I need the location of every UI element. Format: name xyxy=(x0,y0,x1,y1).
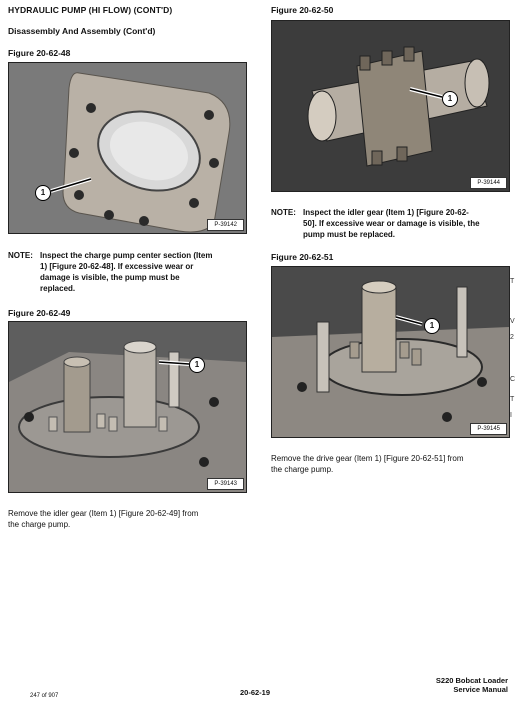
photo-code-51: P-39145 xyxy=(470,423,507,435)
remove-right-line1: Remove the drive gear (Item 1) [Figure 20-62-51] from xyxy=(271,454,464,463)
edge-mark: C xyxy=(510,376,515,383)
note-right-line1: Inspect the idler gear (Item 1) [Figure 20-62- xyxy=(303,208,469,217)
note-left-line4: replaced. xyxy=(40,284,76,293)
note-right xyxy=(271,207,508,240)
remove-left-line2: the charge pump. xyxy=(8,520,71,529)
note-left-line3: damage is visible, the pump must be xyxy=(40,273,180,282)
note-left xyxy=(8,250,244,294)
note-left-prefix: NOTE: xyxy=(8,251,33,260)
remove-idler-instruction xyxy=(8,508,246,530)
figure-label-51: Figure 20-62-51 xyxy=(271,252,334,262)
figure-label-50: Figure 20-62-50 xyxy=(271,5,334,15)
note-right-line2: 50]. If excessive wear or damage is visible, the xyxy=(303,219,480,228)
note-left-line1: Inspect the charge pump center section (Item xyxy=(40,251,213,260)
edge-mark: T xyxy=(510,396,515,403)
page-count: 247 of 907 xyxy=(30,693,59,699)
edge-mark: 2 xyxy=(510,334,514,341)
callout-50: 1 xyxy=(442,91,458,107)
section-title: HYDRAULIC PUMP (HI FLOW) (CONT'D) xyxy=(8,5,173,15)
note-right-line3: pump must be replaced. xyxy=(303,230,396,239)
photo-code-50: P-39144 xyxy=(470,177,507,189)
callout-51: 1 xyxy=(424,318,440,334)
note-right-prefix: NOTE: xyxy=(271,208,296,217)
idler-gear-closeup-image xyxy=(272,21,509,191)
remove-right-line2: the charge pump. xyxy=(271,465,334,474)
remove-drive-instruction xyxy=(271,453,509,475)
figure-photo-48 xyxy=(8,62,247,234)
figure-label-49: Figure 20-62-49 xyxy=(8,308,71,318)
edge-mark: I xyxy=(510,412,512,419)
edge-mark: V xyxy=(510,318,515,325)
edge-mark: T xyxy=(510,278,515,285)
figure-photo-51 xyxy=(271,266,510,438)
remove-left-line1: Remove the idler gear (Item 1) [Figure 20-62-49] from xyxy=(8,509,199,518)
note-left-line2: 1) [Figure 20-62-48]. If excessive wear or xyxy=(40,262,194,271)
callout-49: 1 xyxy=(189,357,205,373)
manual-line2: Service Manual xyxy=(453,685,508,694)
figure-photo-50 xyxy=(271,20,510,192)
figure-photo-49 xyxy=(8,321,247,493)
pump-center-section-image xyxy=(9,63,246,233)
idler-gear-image xyxy=(9,322,246,492)
drive-gear-image xyxy=(272,267,509,437)
page-number: 20-62-19 xyxy=(240,688,271,697)
section-subtitle: Disassembly And Assembly (Cont'd) xyxy=(8,26,156,36)
callout-48: 1 xyxy=(35,185,51,201)
manual-title xyxy=(420,676,508,694)
figure-label-48: Figure 20-62-48 xyxy=(8,48,71,58)
manual-line1: S220 Bobcat Loader xyxy=(435,676,508,685)
photo-code-48: P-39142 xyxy=(207,219,244,231)
photo-code-49: P-39143 xyxy=(207,478,244,490)
